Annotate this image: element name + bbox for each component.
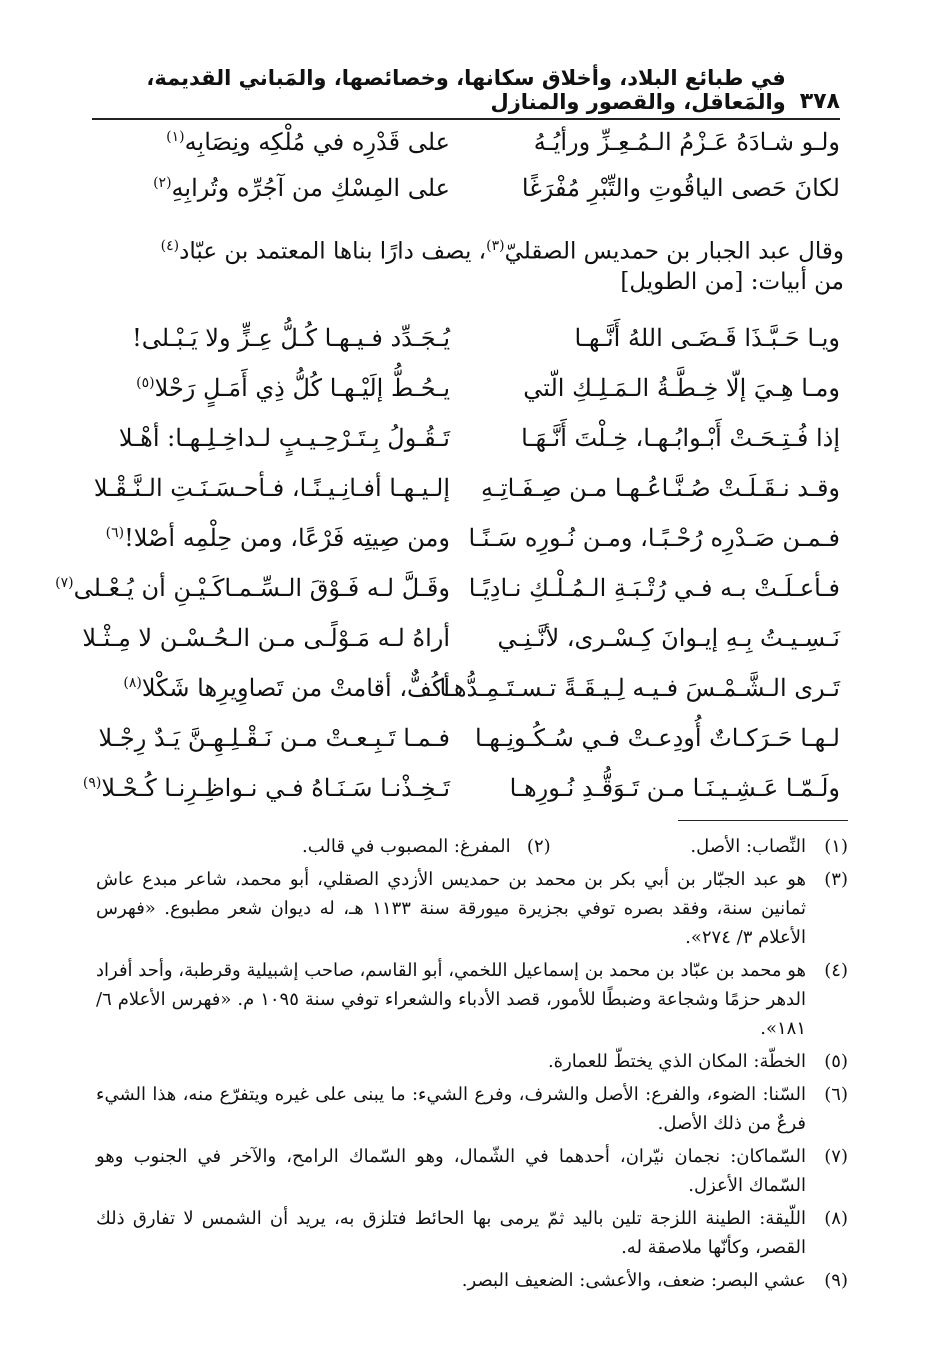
footnote-ref[interactable]: (٩): [82, 775, 102, 791]
footnote-text: النِّصاب: الأصل.: [690, 836, 806, 857]
footnote-text: السّماكان: نجمان نيّران، أحدهما في الشّمال، وهو السّماك الرامح، والآخر في الجنوب وهو السّماك الأعزل.: [96, 1146, 806, 1196]
footnote-item: [96, 1080, 848, 1138]
footnote-text: الخطّة: المكان الذي يختطّ للعمارة.: [547, 1051, 806, 1072]
verse-first-hemistich: ويـا حَـبَّـذَا قَـضَـى اللهُ أَنَّـهـا: [574, 324, 840, 352]
verse-second-hemistich: فـمـا تَـبِـعـتْ مـن نَـقْـلِـهِـنَّ يَـدٌ رِجْـلا: [98, 724, 450, 752]
footnote-number: (٧): [824, 1146, 848, 1167]
footnote-number: (٩): [824, 1270, 848, 1291]
footnote-number: (١): [824, 836, 848, 857]
intro-line: وقال عبد الجبار بن حمديس الصقليّ$^{(٣)}$، يصف دارًا بناها المعتمد بن عبّاد$^{(٤)}$: [160, 238, 844, 265]
footnote-item: [96, 1047, 848, 1076]
footnote-text: اللّيقة: الطينة اللزجة تلين باليد ثمّ يرمى بها الحائط فتلزق به، يريد أن الشمس لا تفارق ذلك القصر، وكأنّها ملاصقة له.: [96, 1208, 806, 1258]
footnote-ref[interactable]: (٧): [55, 575, 74, 591]
verse-line: [98, 724, 840, 770]
footnote-ref[interactable]: (٦): [105, 525, 125, 541]
footnotes: [96, 832, 848, 1299]
verse-second-hemistich: أراهُ لـه مَـوْلًـى مـن الـحُـسْـن لا مِـثْـلا: [82, 624, 450, 652]
verse-line: [110, 424, 840, 470]
verse-line: [110, 674, 840, 720]
verse-second-hemistich: على المِسْكِ من آجُرِّه وتُرابِهِ$^{(٢)}$: [153, 174, 450, 202]
verse-second-hemistich: وقَـلَّ لـه فَـوْقَ الـسِّـمـاكَـيْـنِ أن يُـعْـلى$^{(٧)}$: [55, 574, 450, 602]
footnote-number: (٣): [824, 869, 848, 890]
verse-second-hemistich: تَـخِـذْنـا سَـنَـاهُ فـي نـواظِـرِنـا كُـحْـلا$^{(٩)}$: [82, 774, 450, 802]
footnote-item: [96, 1266, 848, 1295]
verse-second-hemistich: على قَدْرِه في مُلْكِه ونِصَابِه$^{(١)}$: [166, 128, 450, 156]
verse-first-hemistich: لكانَ حَصى الياقُوتِ والتِّبْرِ مُفْرَغًا: [521, 174, 840, 202]
verse-first-hemistich: نَـسِـيـتُ بِـهِ إيـوانَ كِـسْـرى، لأنَّـنِـي: [497, 624, 840, 652]
verse-second-hemistich: ومن صِيتِه فَرْعًا، ومن حِلْمِه أصْلا!$^{(٦)}$: [105, 524, 450, 552]
footnote-ref[interactable]: (١): [166, 129, 185, 145]
footnote-list: [96, 865, 848, 1295]
footnote-ref[interactable]: (٨): [123, 675, 142, 691]
verse-second-hemistich: تَـقُـولُ بِـتَـرْحِـيـبٍ لـداخِـلِـهـا: أهْـلا: [118, 424, 450, 452]
footnote-text: عشي البصر: ضعف، والأعشى: الضعيف البصر.: [461, 1270, 806, 1291]
footnote-number: (٤): [824, 960, 848, 981]
footnote-number: (٢): [526, 836, 551, 857]
chapter-title: في طبائع البلاد، وأخلاق سكانها، وخصائصها، والمَباني القديمة، والمَعاقل، والقصور والمنازل: [146, 66, 786, 114]
header-rule: [92, 118, 840, 120]
footnote-rule: [678, 820, 848, 821]
verse-line: [93, 474, 840, 520]
footnote-text: هو عبد الجبّار بن أبي بكر بن محمد بن حمديس الأزدي الصقلي، أبو محمد، شاعر مبدع عاش ثمانين سنة، وفقد بصره توفي بجزيرة ميورقة سنة ١١٣٣ هـ، له ديوان شعر مطبوع. «فهرس الأعلام ٣/ ٢٧٤».: [96, 869, 806, 948]
footnote-row: [96, 832, 848, 861]
verse-first-hemistich: ومـا هِـيَ إلّا خِـطَّـةُ الـمَـلِـكِ الّتي: [523, 374, 840, 402]
verse-second-hemistich: يُـجَـدِّد فـيـهـا كُـلُّ عِـزٍّ ولا يَـبْـلى!: [132, 324, 450, 352]
verse-line: [110, 374, 840, 420]
verse-first-hemistich: ولَـمّـا عَـشِـيـنَـا مـن تَـوَقُّـدِ نُـورِهـا: [509, 774, 840, 802]
verse-second-hemistich: يـحُـطُّ إلَيْـهـا كُلُّ ذِي أَمَـلٍ رَحْلا$^{(٥)}$: [136, 374, 450, 402]
verse-line: [110, 128, 840, 174]
verse-first-hemistich: ولـو شـادَهُ عَـزْمُ الـمُـعِـزِّ ورأيُـهُ: [533, 128, 840, 156]
footnote-number: (٦): [824, 1084, 848, 1105]
footnote-ref[interactable]: (٣): [486, 238, 505, 254]
footnote-item: [690, 832, 848, 861]
verse-line: [110, 324, 840, 370]
verse-first-hemistich: فـمـن صَـدْرِه رُحْـبًـا، ومـن نُـورِه سَـنًـا: [468, 524, 840, 552]
verse-line: [82, 774, 840, 820]
footnote-item: [96, 865, 848, 952]
footnote-text: السّنا: الضوء، والفرع: الأصل والشرف، وفرع الشيء: ما يبنى على غيره ويتفرّع منه، هذا الشيء فرعٌ من ذلك الأصل.: [96, 1084, 806, 1134]
verse-line: [110, 174, 840, 220]
footnote-ref[interactable]: (٤): [160, 238, 180, 254]
verse-line: [105, 524, 840, 570]
footnote-text: المفرغ: المصبوب في قالب.: [302, 836, 511, 857]
running-header: [92, 66, 840, 114]
verse-second-hemistich: أكُفٌّ، أقامتْ من تَصاوِيرِها شَكْلا$^{(٨)}$: [123, 674, 450, 702]
footnote-number: (٥): [824, 1051, 848, 1072]
footnote-item: [96, 956, 848, 1043]
verse-second-hemistich: إلـيـهـا أفـانِـيـنًـا، فـأحـسَـنَـتِ الـنَّـقْـلا: [93, 474, 450, 502]
page-number: ٣٧٨: [799, 89, 840, 114]
verse-line: [82, 624, 840, 670]
footnote-item: [96, 1204, 848, 1262]
footnote-item: [96, 1142, 848, 1200]
verse-first-hemistich: تَـرى الـشَّـمْـسَ فـيـه لِـيـقَـةً تـسـتَـمِـدُّهـا: [439, 674, 840, 702]
verse-first-hemistich: إذا فُـتِـحَـتْ أَبْـوابُـهـا، خِـلْتَ أَنَّـهَـا: [521, 424, 840, 452]
verse-first-hemistich: فـأعـلَـتْ بـه فـي رُتْـبَـةِ الـمُـلْـكِ نـادِيًـا: [468, 574, 840, 602]
verse-line: [55, 574, 840, 620]
footnote-number: (٨): [824, 1208, 848, 1229]
footnote-ref[interactable]: (٢): [153, 175, 172, 191]
footnote-ref[interactable]: (٥): [136, 375, 155, 391]
verse-first-hemistich: لـهـا حَـرَكـاتٌ أُودِعـتْ فـي سُـكُـونِـهـا: [474, 724, 840, 752]
intro-meter-line: من أبيات: [من الطويل]: [620, 269, 844, 295]
footnote-item: [302, 832, 551, 861]
footnote-text: هو محمد بن عبّاد بن محمد بن إسماعيل اللخمي، أبو القاسم، صاحب إشبيلية وقرطبة، وأحد أفراد الدهر حزمًا وشجاعة وضبطًا للأمور، قصد الأدباء والشعراء توفي سنة ١٠٩٥ م. «فهرس الأعلام ٦/ ١٨١».: [96, 960, 806, 1039]
verse-first-hemistich: وقـد نـقَـلَـتْ صُـنَّـاعُـهـا مـن صِـفَـاتِـهِ: [480, 474, 840, 502]
